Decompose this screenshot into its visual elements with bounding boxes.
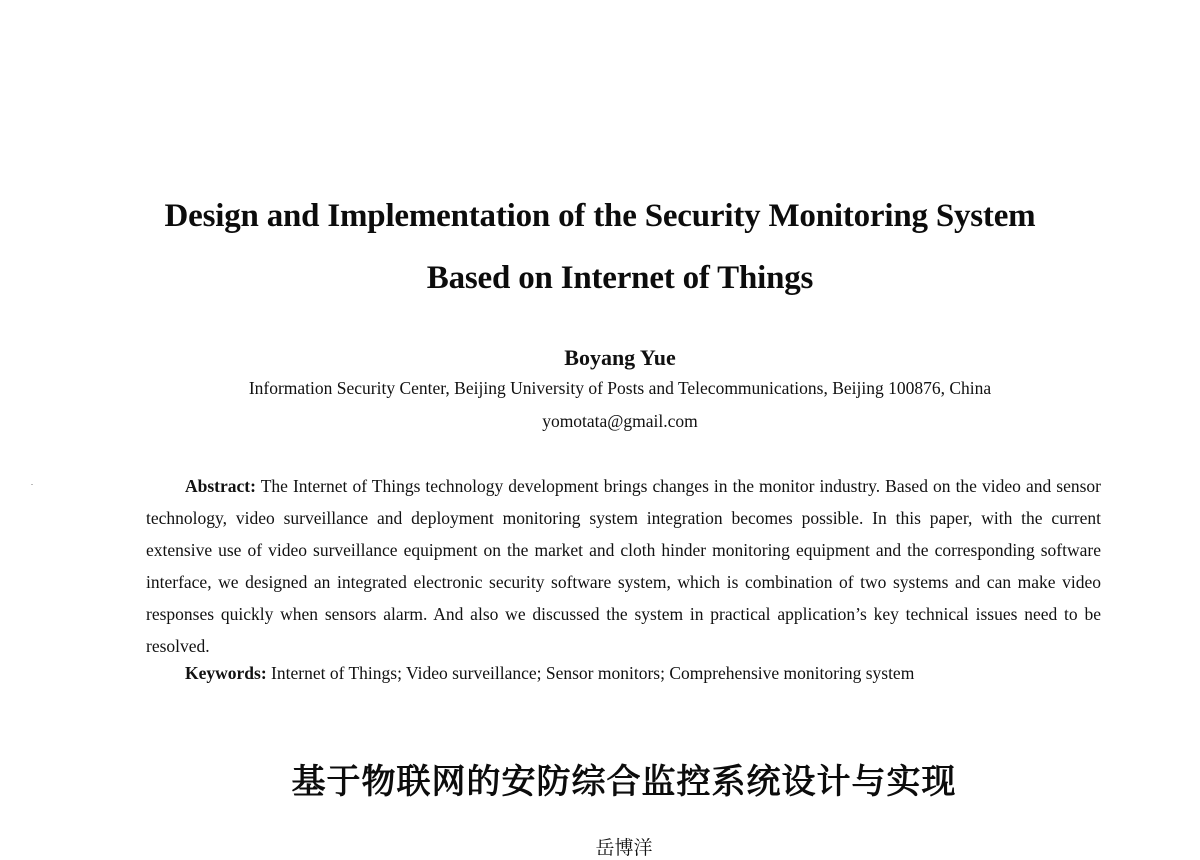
keywords-label: Keywords: <box>185 663 267 683</box>
chinese-author-name: 岳博洋 <box>595 837 653 859</box>
author-email: yomotata@gmail.com <box>542 411 698 431</box>
chinese-title: 基于物联网的安防综合监控系统设计与实现 <box>291 762 957 802</box>
keywords-text: Internet of Things; Video surveillance; Sensor monitors; Comprehensive monitoring system <box>271 663 915 683</box>
paper-title-line-1: Design and Implementation of the Security Monitoring System <box>164 198 1036 234</box>
keywords-paragraph <box>185 660 1085 686</box>
abstract-text: The Internet of Things technology development brings changes in the monitor industry. Based on the video and sensor technology, video surveillance and deployment monitoring system integration becomes possible. In this paper, with the current extensive use of video surveillance equipment on the market and cloth hinder monitoring equipment and the corresponding software interface, we designed an integrated electronic security software system, which is combination of two systems and can make video responses quickly when sensors alarm. And also we discussed the system in practical application’s key technical issues need to be resolved. <box>146 476 1101 656</box>
abstract-label: Abstract: <box>185 476 256 496</box>
author-name: Boyang Yue <box>564 345 676 370</box>
author-affiliation: Information Security Center, Beijing University of Posts and Telecommunications, Beijing 100876, China <box>248 378 992 398</box>
abstract-paragraph <box>146 470 1101 662</box>
paper-title-line-2: Based on Internet of Things <box>426 260 814 296</box>
scan-speck <box>31 484 33 485</box>
